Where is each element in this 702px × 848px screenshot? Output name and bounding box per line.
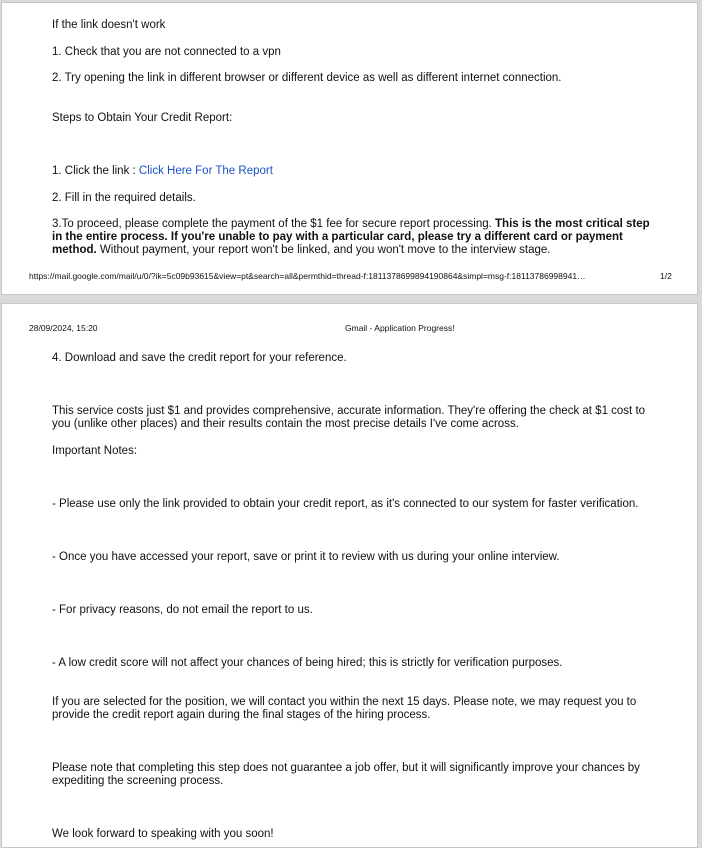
print-page-number: 1/2 [660, 271, 672, 281]
step-3-intro: 3.To proceed, please complete the payment of the $1 fee for secure report processing. [52, 218, 496, 230]
step-3 [52, 218, 652, 257]
step-1 [52, 165, 273, 178]
print-footer-url: https://mail.google.com/mail/u/0/?ik=5c09b93615&view=pt&search=all&permthid=thread-f:1811378699894190864&simpl=msg-f:18113786998941… [29, 271, 586, 281]
closing-line: We look forward to speaking with you soon! [52, 828, 274, 840]
service-paragraph: This service costs just $1 and provides comprehensive, accurate information. They're offering the check at $1 cost to you (unlike other places) and their results contain the most precise details I've come across. [52, 405, 646, 430]
note-link-only: - Please use only the link provided to obtain your credit report, as it's connected to our system for faster verification. [52, 498, 639, 510]
print-page-2 [1, 303, 698, 848]
print-header-title: Gmail - Application Progress! [345, 323, 455, 333]
step-3-tail: Without payment, your report won't be linked, and you won't move to the interview stage. [96, 244, 551, 256]
link-fail-heading: If the link doesn't work [52, 19, 166, 31]
step-2: 2. Fill in the required details. [52, 192, 196, 204]
guarantee-paragraph: Please note that completing this step does not guarantee a job offer, but it will significantly improve your chances by expediting the screening process. [52, 762, 640, 787]
print-page-1 [1, 2, 698, 295]
step-3-warning: This is the most critical step in the entire process. If you're unable to pay with a particular card, please try a different card or payment method. [52, 218, 650, 256]
report-link[interactable]: Click Here For The Report [138, 165, 273, 177]
step-1-prefix: 1. Click the link : [52, 165, 139, 177]
note-credit-score: - A low credit score will not affect your chances of being hired; this is strictly for verification purposes. [52, 657, 563, 669]
step-4: 4. Download and save the credit report for your reference. [52, 352, 347, 364]
tip-vpn: 1. Check that you are not connected to a vpn [52, 46, 281, 58]
print-header-date: 28/09/2024, 15:20 [29, 323, 98, 333]
steps-heading: Steps to Obtain Your Credit Report: [52, 112, 233, 124]
selection-paragraph: If you are selected for the position, we will contact you within the next 15 days. Please note, we may request you to provide the credit report again during the final stages of the hiring process. [52, 696, 637, 721]
notes-heading: Important Notes: [52, 445, 138, 457]
note-privacy: - For privacy reasons, do not email the report to us. [52, 604, 313, 616]
note-save-report: - Once you have accessed your report, save or print it to review with us during your online interview. [52, 551, 560, 563]
tip-browser: 2. Try opening the link in different browser or different device as well as different internet connection. [52, 72, 562, 84]
